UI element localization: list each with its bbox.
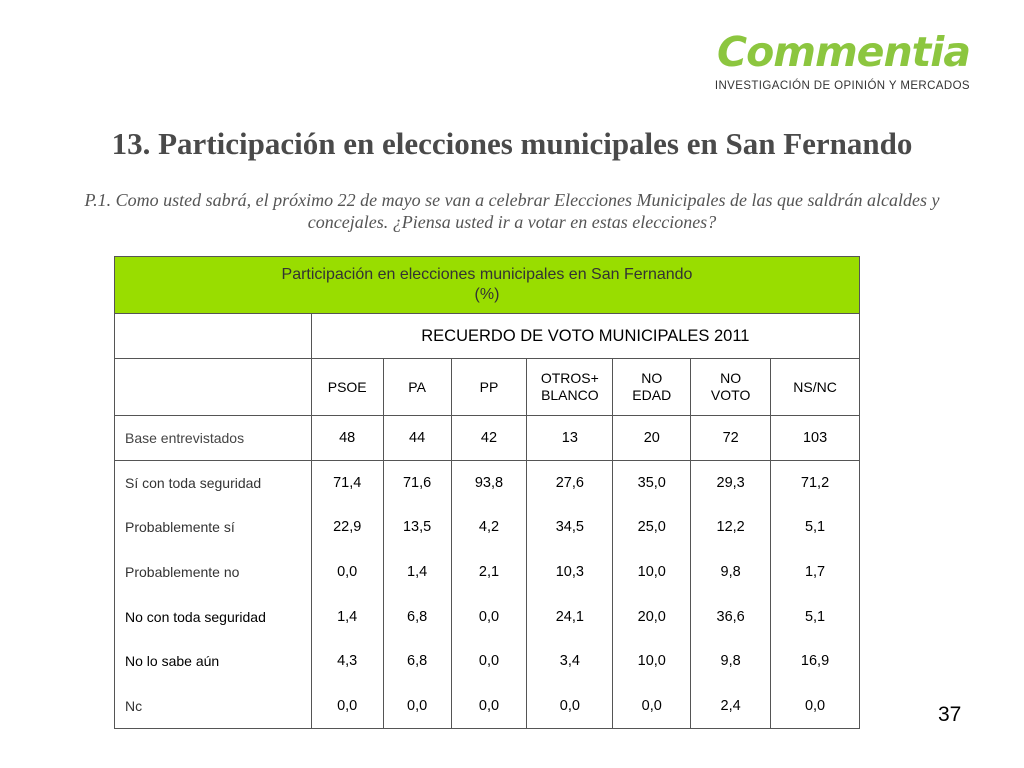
column-header-pa: PA <box>383 359 451 416</box>
row-label: Probablemente sí <box>115 505 312 550</box>
page-title: 13. Participación en elecciones municipales en San Fernando <box>111 126 913 161</box>
table-row <box>115 461 860 506</box>
table-cell: 2,1 <box>451 550 527 595</box>
row-label: Base entrevistados <box>115 416 312 461</box>
empty-cell <box>115 314 312 359</box>
table-cell: 10,0 <box>613 639 691 684</box>
table-cell: 1,4 <box>383 550 451 595</box>
table-cell: 0,0 <box>311 684 383 729</box>
column-header-no-edad: NO EDAD <box>613 359 691 416</box>
table-cell: 44 <box>383 416 451 461</box>
table-cell: 4,2 <box>451 505 527 550</box>
column-header-no-voto: NO VOTO <box>691 359 771 416</box>
row-label: No con toda seguridad <box>115 595 312 640</box>
page-number: 37 <box>938 703 962 726</box>
table-cell: 72 <box>691 416 771 461</box>
table-cell: 25,0 <box>613 505 691 550</box>
row-label: Nc <box>115 684 312 729</box>
table-title-line1: Participación en elecciones municipales en San Fernando <box>281 266 693 283</box>
table-cell: 29,3 <box>691 461 771 506</box>
table-cell: 71,4 <box>311 461 383 506</box>
table-cell: 10,0 <box>613 550 691 595</box>
table-cell: 9,8 <box>691 639 771 684</box>
table-title-line2: (%) <box>474 286 500 303</box>
row-label: Probablemente no <box>115 550 312 595</box>
table-cell: 13 <box>527 416 613 461</box>
table-cell: 3,4 <box>527 639 613 684</box>
table-cell: 5,1 <box>771 595 860 640</box>
table-cell: 1,7 <box>771 550 860 595</box>
table-cell: 0,0 <box>311 550 383 595</box>
table-cell: 2,4 <box>691 684 771 729</box>
row-label: No lo sabe aún <box>115 639 312 684</box>
group-header: RECUERDO DE VOTO MUNICIPALES 2011 <box>311 314 859 359</box>
table-title <box>115 257 860 314</box>
table-row <box>115 550 860 595</box>
table-cell: 93,8 <box>451 461 527 506</box>
table-cell: 0,0 <box>383 684 451 729</box>
table-cell: 48 <box>311 416 383 461</box>
table-cell: 42 <box>451 416 527 461</box>
table-cell: 5,1 <box>771 505 860 550</box>
table-row <box>115 505 860 550</box>
table-cell: 1,4 <box>311 595 383 640</box>
table-cell: 6,8 <box>383 595 451 640</box>
table-cell: 36,6 <box>691 595 771 640</box>
table-cell: 4,3 <box>311 639 383 684</box>
column-header-nsnc: NS/NC <box>771 359 860 416</box>
logo-tagline: INVESTIGACIÓN DE OPINIÓN Y MERCADOS <box>714 80 970 92</box>
table-cell: 27,6 <box>527 461 613 506</box>
row-label: Sí con toda seguridad <box>115 461 312 506</box>
table-cell: 71,2 <box>771 461 860 506</box>
table-row <box>115 639 860 684</box>
table-cell: 20 <box>613 416 691 461</box>
column-header-psoe: PSOE <box>311 359 383 416</box>
table-cell: 13,5 <box>383 505 451 550</box>
table-cell: 9,8 <box>691 550 771 595</box>
table-cell: 12,2 <box>691 505 771 550</box>
table-cell: 103 <box>771 416 860 461</box>
question-text: P.1. Como usted sabrá, el próximo 22 de mayo se van a celebrar Elecciones Municipales de las que saldrán alcaldes y concejales. ¿Piensa usted ir a votar en estas elecciones? <box>84 190 940 232</box>
column-header-pp: PP <box>451 359 527 416</box>
column-header-otros-blanco: OTROS+ BLANCO <box>527 359 613 416</box>
brand-logo <box>714 22 1000 102</box>
logo-wordmark: Commentia <box>716 28 970 76</box>
table-cell: 6,8 <box>383 639 451 684</box>
table-cell: 20,0 <box>613 595 691 640</box>
table-cell: 24,1 <box>527 595 613 640</box>
table-cell: 22,9 <box>311 505 383 550</box>
empty-cell <box>115 359 312 416</box>
table-cell: 0,0 <box>451 595 527 640</box>
table-cell: 0,0 <box>771 684 860 729</box>
results-table <box>114 256 860 729</box>
table-cell: 16,9 <box>771 639 860 684</box>
table-cell: 0,0 <box>613 684 691 729</box>
table-row <box>115 595 860 640</box>
table-cell: 0,0 <box>451 684 527 729</box>
table-row-base <box>115 416 860 461</box>
table-cell: 34,5 <box>527 505 613 550</box>
table-cell: 71,6 <box>383 461 451 506</box>
table-cell: 10,3 <box>527 550 613 595</box>
table-row <box>115 684 860 729</box>
table-cell: 0,0 <box>451 639 527 684</box>
table-cell: 0,0 <box>527 684 613 729</box>
table-cell: 35,0 <box>613 461 691 506</box>
